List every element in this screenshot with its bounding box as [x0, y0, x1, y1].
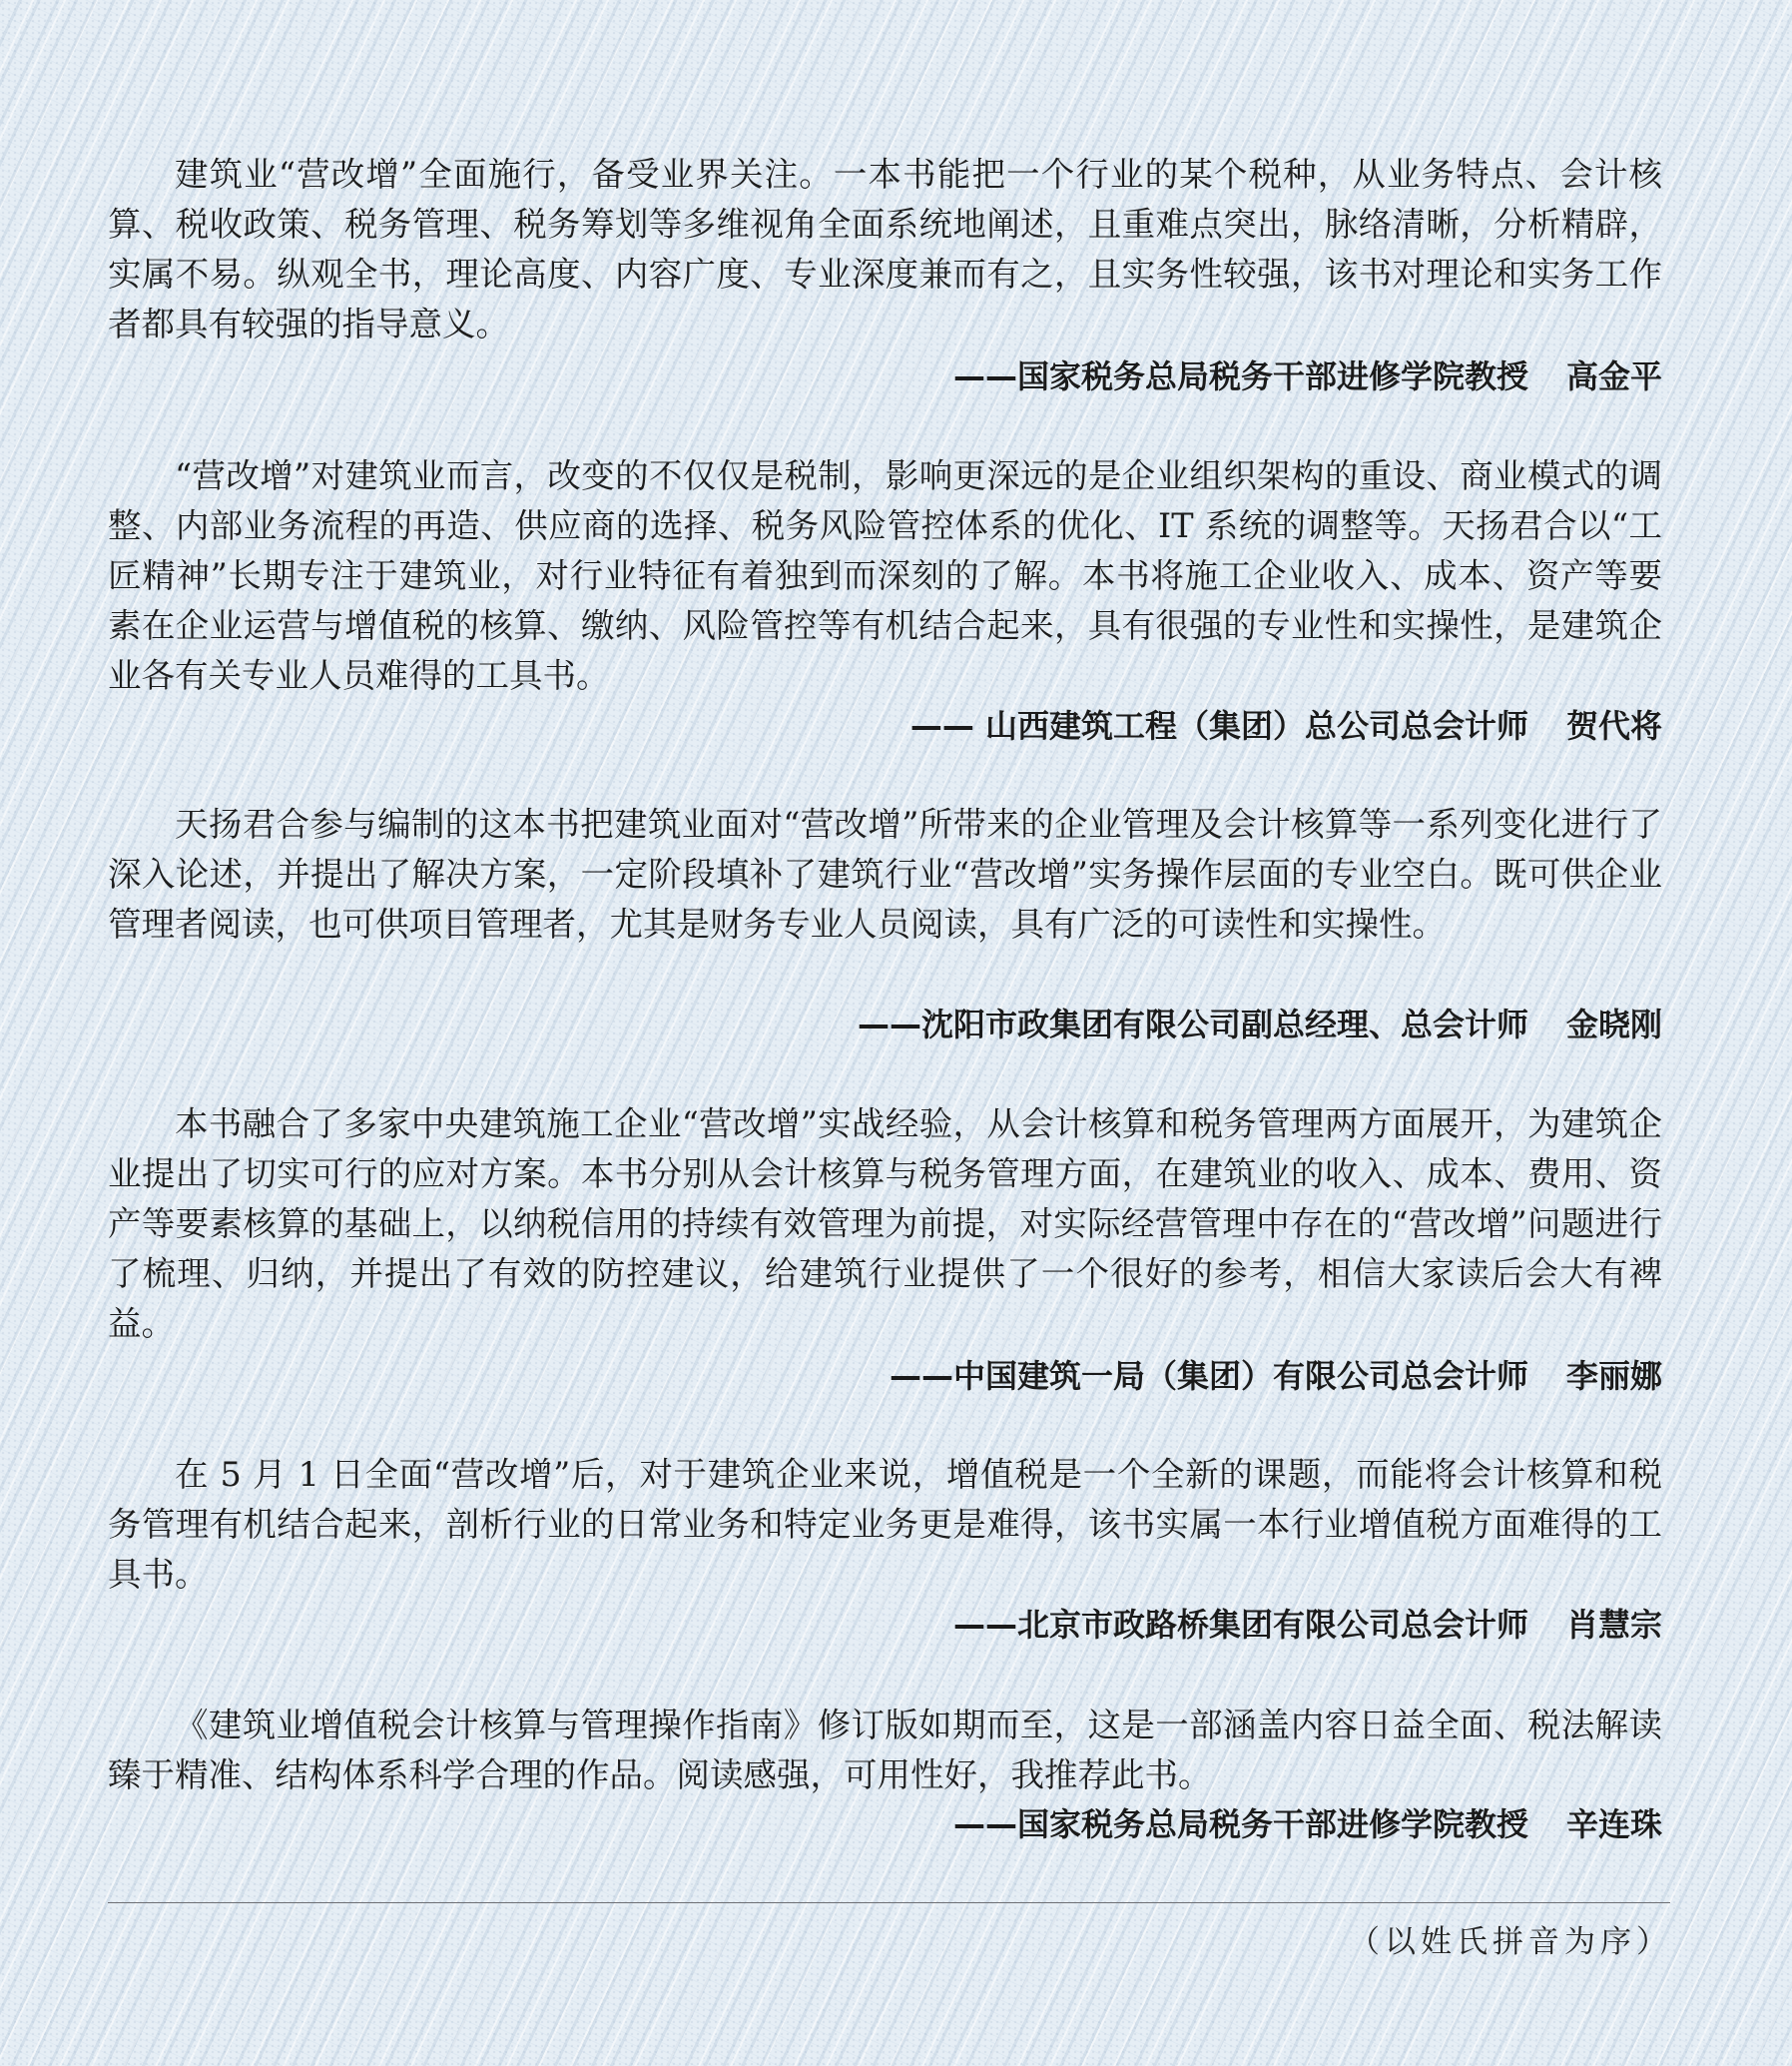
signature-name: 高金平 — [1565, 357, 1662, 395]
signature-affiliation: ——国家税务总局税务干部进修学院教授 — [952, 1805, 1528, 1843]
signature-affiliation: ——中国建筑一局（集团）有限公司总会计师 — [889, 1357, 1528, 1395]
endorsement-signature-4 — [165, 1356, 1662, 1396]
signature-affiliation: —— 山西建筑工程（集团）总公司总会计师 — [909, 707, 1528, 745]
endorsement-signature-1 — [165, 356, 1662, 396]
endorsement-text-4: 本书融合了多家中央建筑施工企业“营改增”实战经验，从会计核算和税务管理两方面展开，为建筑企业提出了切实可行的应对方案。本书分别从会计核算与税务管理方面，在建筑业的收入、成本、费用、资产等要素核算的基础上，以纳税信用的持续有效管理为前提，对实际经营管理中存在的“营改增”问题进行了梳理、归纳，并提出了有效的防控建议，给建筑行业提供了一个很好的参考，相信大家读后会大有裨益。 — [108, 1104, 1662, 1343]
signature-affiliation: ——沈阳市政集团有限公司副总经理、总会计师 — [857, 1006, 1528, 1043]
endorsement-text-1: 建筑业“营改增”全面施行，备受业界关注。一本书能把一个行业的某个税种，从业务特点、会计核算、税收政策、税务管理、税务筹划等多维视角全面系统地阐述，且重难点突出，脉络清晰，分析精辟，实属不易。纵观全书，理论高度、内容广度、专业深度兼而有之，且实务性较强，该书对理论和实务工作者都具有较强的指导意义。 — [108, 155, 1662, 344]
signature-name: 辛连珠 — [1565, 1805, 1662, 1843]
endorsement-signature-3 — [165, 1005, 1662, 1044]
endorsement-signature-5 — [165, 1605, 1662, 1645]
endorsement-text-2: “营改增”对建筑业而言，改变的不仅仅是税制，影响更深远的是企业组织架构的重设、商业模式的调整、内部业务流程的再造、供应商的选择、税务风险管控体系的优化、IT 系统的调整等。天扬君合以“工匠精神”长期专注于建筑业，对行业特征有着独到而深刻的了解。本书将施工企业收入、成本、资产等要素在企业运营与增值税的核算、缴纳、风险管控等有机结合起来，具有很强的专业性和实操性，是建筑企业各有关专业人员难得的工具书。 — [108, 456, 1662, 695]
endorsement-signature-2 — [165, 706, 1662, 746]
signature-affiliation: ——国家税务总局税务干部进修学院教授 — [952, 357, 1528, 395]
endorsement-signature-6 — [165, 1804, 1662, 1844]
endorsement-text-3: 天扬君合参与编制的这本书把建筑业面对“营改增”所带来的企业管理及会计核算等一系列变化进行了深入论述，并提出了解决方案，一定阶段填补了建筑行业“营改增”实务操作层面的专业空白。既可供企业管理者阅读，也可供项目管理者，尤其是财务专业人员阅读，具有广泛的可读性和实操性。 — [108, 805, 1662, 944]
signature-name: 贺代将 — [1565, 707, 1662, 745]
footer-divider — [108, 1902, 1670, 1903]
signature-name: 李丽娜 — [1565, 1357, 1662, 1395]
signature-name: 肖慧宗 — [1565, 1606, 1662, 1644]
endorsement-text-6: 《建筑业增值税会计核算与管理操作指南》修订版如期而至，这是一部涵盖内容日益全面、税法解读臻于精准、结构体系科学合理的作品。阅读感强，可用性好，我推荐此书。 — [108, 1706, 1662, 1794]
signature-name: 金晓刚 — [1565, 1006, 1662, 1043]
endorsement-text-5: 在 5 月 1 日全面“营改增”后，对于建筑企业来说，增值税是一个全新的课题，而能将会计核算和税务管理有机结合起来，剖析行业的日常业务和特定业务更是难得，该书实属一本行业增值税方面难得的工具书。 — [108, 1455, 1662, 1594]
footer-note: （以姓氏拼音为序） — [1349, 1924, 1672, 1960]
signature-affiliation: ——北京市政路桥集团有限公司总会计师 — [952, 1606, 1528, 1644]
